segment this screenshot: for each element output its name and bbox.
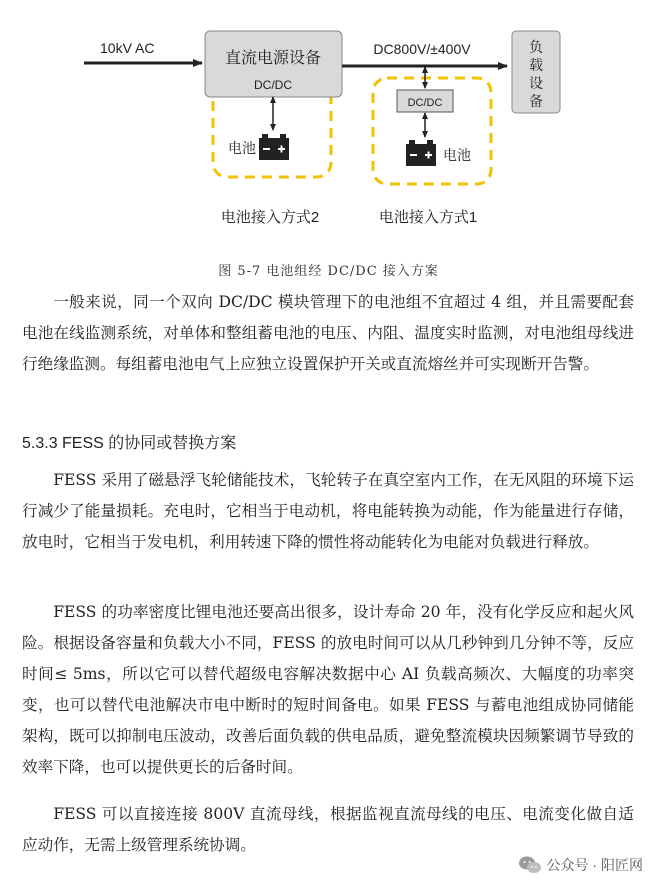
- battery-icon: [259, 134, 289, 160]
- dc-bus-label: DC800V/±400V: [373, 41, 471, 57]
- battery-label-1: 电池: [228, 140, 256, 156]
- dcdc-label-2: DC/DC: [407, 97, 443, 109]
- ac-input-label: 10kV AC: [100, 40, 155, 56]
- section-heading: 5.3.3 FESS 的协同或替换方案: [22, 435, 237, 452]
- paragraph-fess-advantages: FESS 的功率密度比锂电池还要高出很多，设计寿命 20 年，没有化学反应和起火风险。根据设备容量和负载大小不同，FESS 的放电时间可以从几秒钟到几分钟不等，反应时间≤ 5ms，所以它可以替代超级电容解决数据中心 AI 负载高频次、大幅度的功率突变，也可以替代电池解决市电中断时的短时间备电。如果 FESS 与蓄电池组成协同储能架构，既可以抑制电压波动，改善后面负载的供电品质，避免整流模块因频繁调节导致的效率下降，也可以提供更长的后备时间。: [22, 603, 634, 776]
- mode-2-label: 电池接入方式2: [220, 209, 320, 226]
- paragraph-fess-bus-connection: FESS 可以直接连接 800V 直流母线，根据监视直流母线的电压、电流变化做自适应动作，无需上级管理系统协调。: [22, 805, 634, 854]
- dc-power-equipment-label: 直流电源设备: [224, 50, 322, 67]
- battery-connection-diagram: [0, 0, 657, 250]
- paragraph-fess-technology: FESS 采用了磁悬浮飞轮储能技术，飞轮转子在真空室内工作，在无风阻的环境下运行减少了能量损耗。充电时，它相当于电动机，将电能转换为动能，作为能量进行存储，放电时，它相当于发电机，利用转速下降的惯性将动能转化为电能对负载进行释放。: [22, 471, 634, 551]
- watermark: [518, 855, 643, 875]
- figure-caption: 图 5-7 电池组经 DC/DC 接入方案: [218, 264, 439, 279]
- mode-1-label: 电池接入方式1: [378, 209, 478, 226]
- dcdc-label-1: DC/DC: [254, 78, 292, 92]
- battery-label-2: 电池: [443, 147, 471, 163]
- watermark-text: 公众号 · 阳匠网: [546, 857, 643, 873]
- paragraph-battery-monitoring: 一般来说，同一个双向 DC/DC 模块管理下的电池组不宜超过 4 组，并且需要配套电池在线监测系统，对单体和整组蓄电池的电压、内阻、温度实时监测，对电池组母线进行绝缘监测。每组蓄电池电气上应独立设置保护开关或直流熔丝并可实现断开告警。: [22, 293, 634, 373]
- load-equipment-label: 负载设备: [529, 39, 543, 109]
- wechat-icon: [518, 855, 542, 875]
- battery-icon: [406, 140, 436, 166]
